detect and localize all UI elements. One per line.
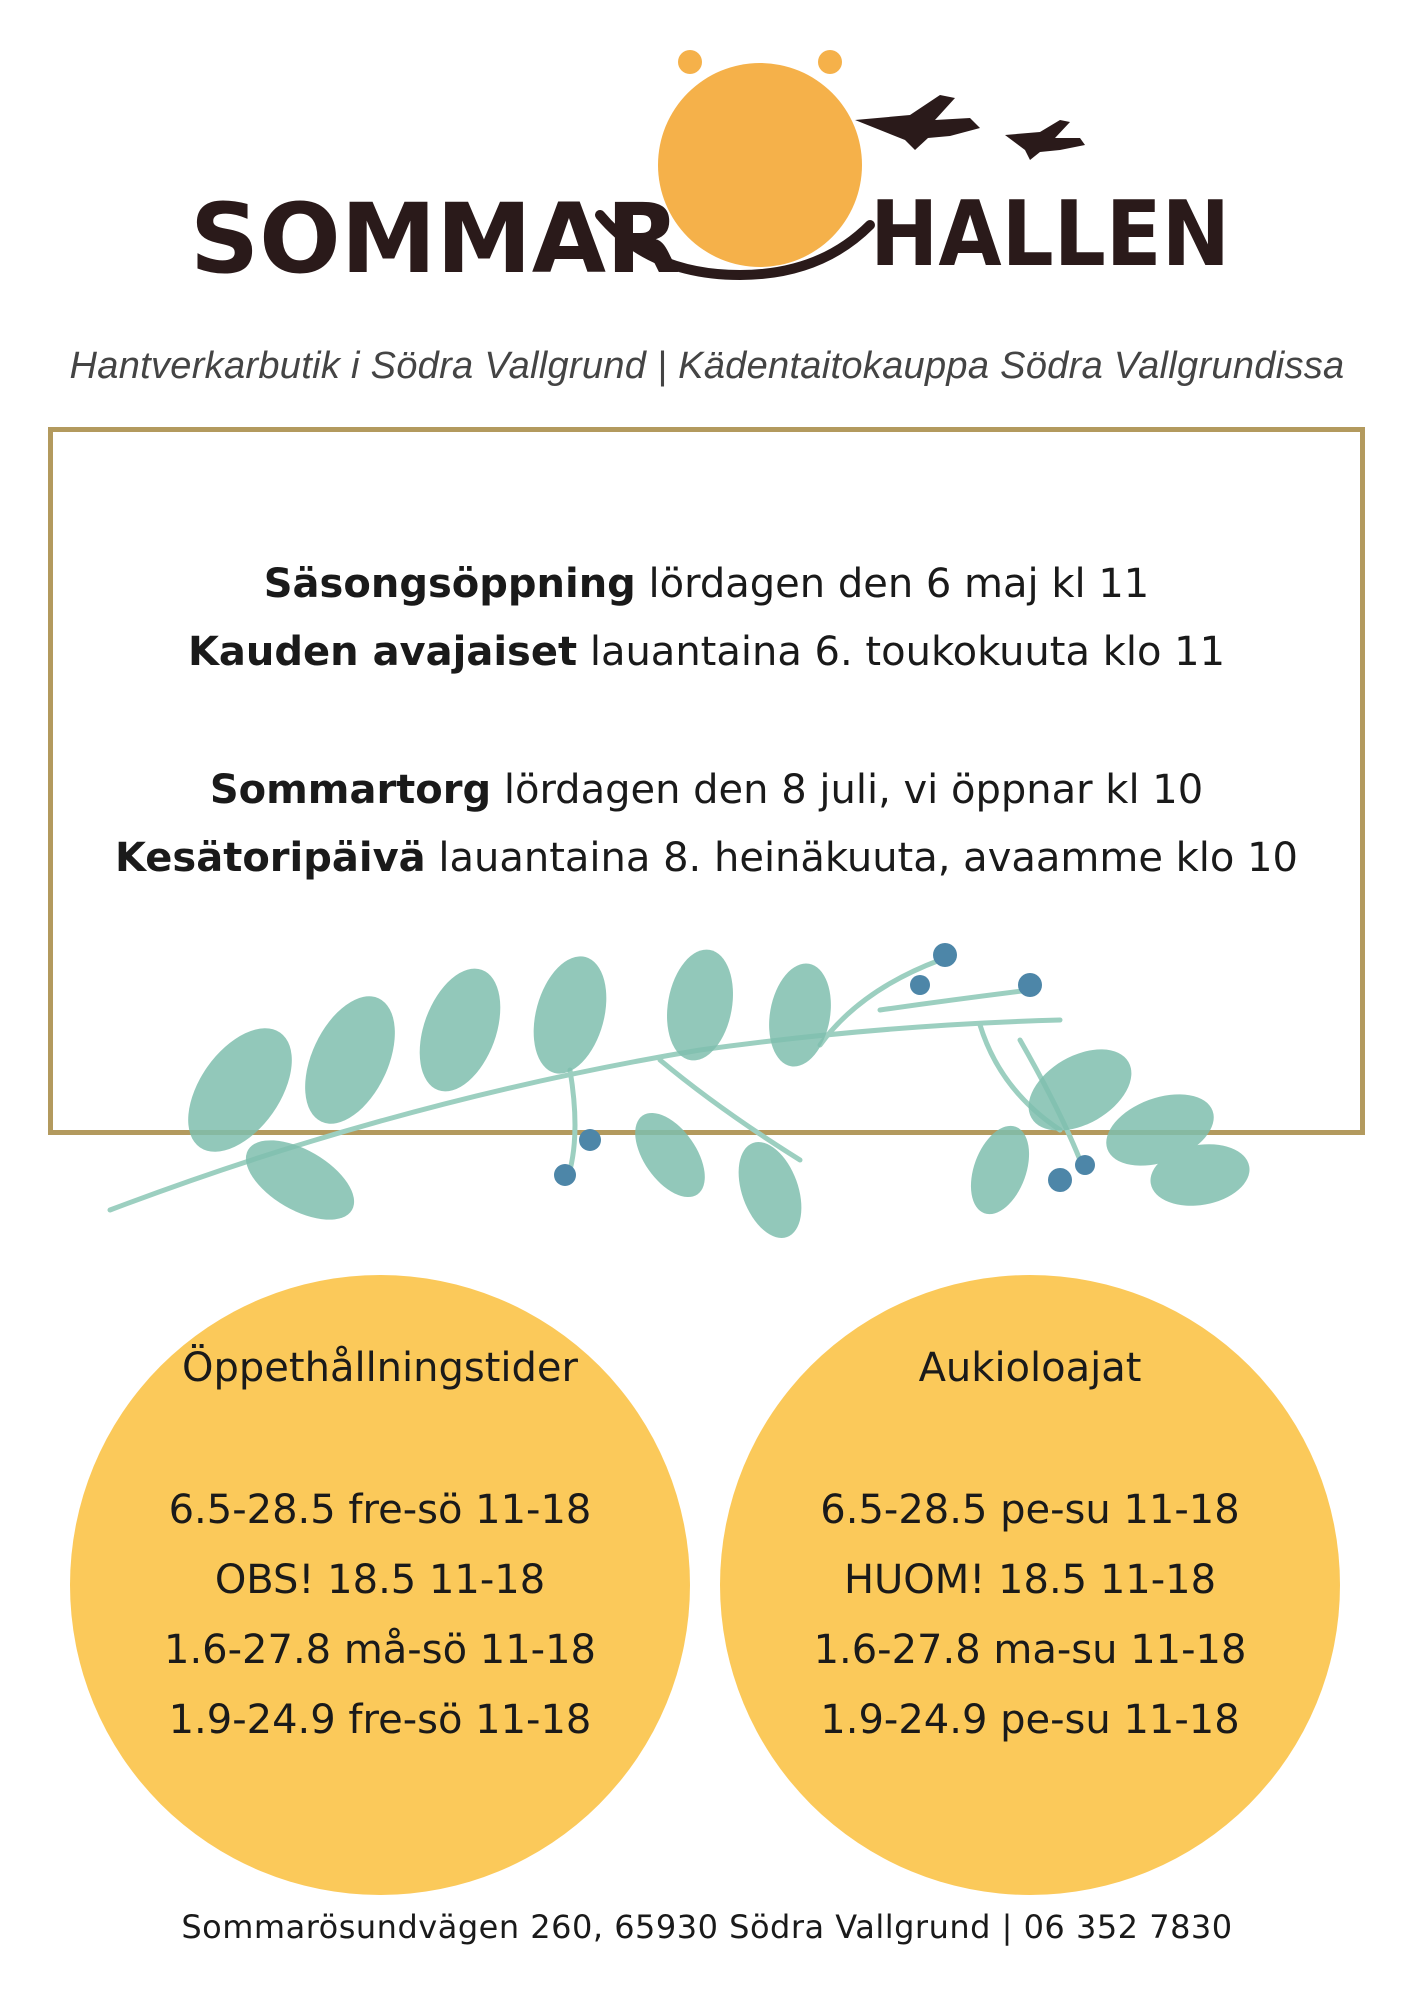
hours-circle-sv [70,1275,690,1895]
event-line [53,550,1360,618]
logo-graphic [180,40,1240,320]
hours-line: 6.5-28.5 fre-sö 11-18 [168,1487,592,1533]
event-title: Kauden avajaiset [187,629,578,675]
hours-line: OBS! 18.5 11-18 [214,1557,546,1603]
birds-icon [855,95,1085,160]
event-title: Säsongsöppning [263,561,636,607]
hours-line: HUOM! 18.5 11-18 [843,1557,1217,1603]
footer-address: Sommarösundvägen 260, 65930 Södra Vallgrund | 06 352 7830 [181,1908,1233,1946]
hours-title: Öppethållningstider [182,1345,578,1391]
event-line [53,756,1360,824]
hours-circle-fi [720,1275,1340,1895]
logo-word-right: HALLEN [870,182,1230,287]
event-detail: lauantaina 6. toukokuuta klo 11 [577,629,1226,675]
hours-list [70,1475,690,1755]
event-title: Sommartorg [209,767,492,813]
sun-dot-right [818,50,842,74]
sun-icon [658,63,862,267]
hours-line: 1.6-27.8 må-sö 11-18 [164,1627,596,1673]
hours-line: 1.9-24.9 pe-su 11-18 [820,1697,1240,1743]
leaf-branch-icon [100,930,1320,1250]
hours-line: 1.9-24.9 fre-sö 11-18 [168,1697,592,1743]
event-detail: lauantaina 8. heinäkuuta, avaamme klo 10 [425,835,1298,881]
subtitle: Hantverkarbutik i Södra Vallgrund | Kädentaitokauppa Södra Vallgrundissa [69,345,1345,387]
hours-list [720,1475,1340,1755]
event-line [53,824,1360,892]
hours-title: Aukioloajat [918,1345,1142,1391]
event-title: Kesätoripäivä [114,835,426,881]
logo-word-left: SOMMAR [190,183,680,295]
events-list [53,550,1360,892]
leaf-branch-graphic [100,930,1320,1250]
event-detail: lördagen den 8 juli, vi öppnar kl 10 [491,767,1204,813]
hours-line: 1.6-27.8 ma-su 11-18 [813,1627,1247,1673]
sun-dot-left [678,50,702,74]
logo [180,40,1240,320]
event-detail: lördagen den 6 maj kl 11 [635,561,1150,607]
hours-line: 6.5-28.5 pe-su 11-18 [820,1487,1240,1533]
event-line [53,618,1360,686]
